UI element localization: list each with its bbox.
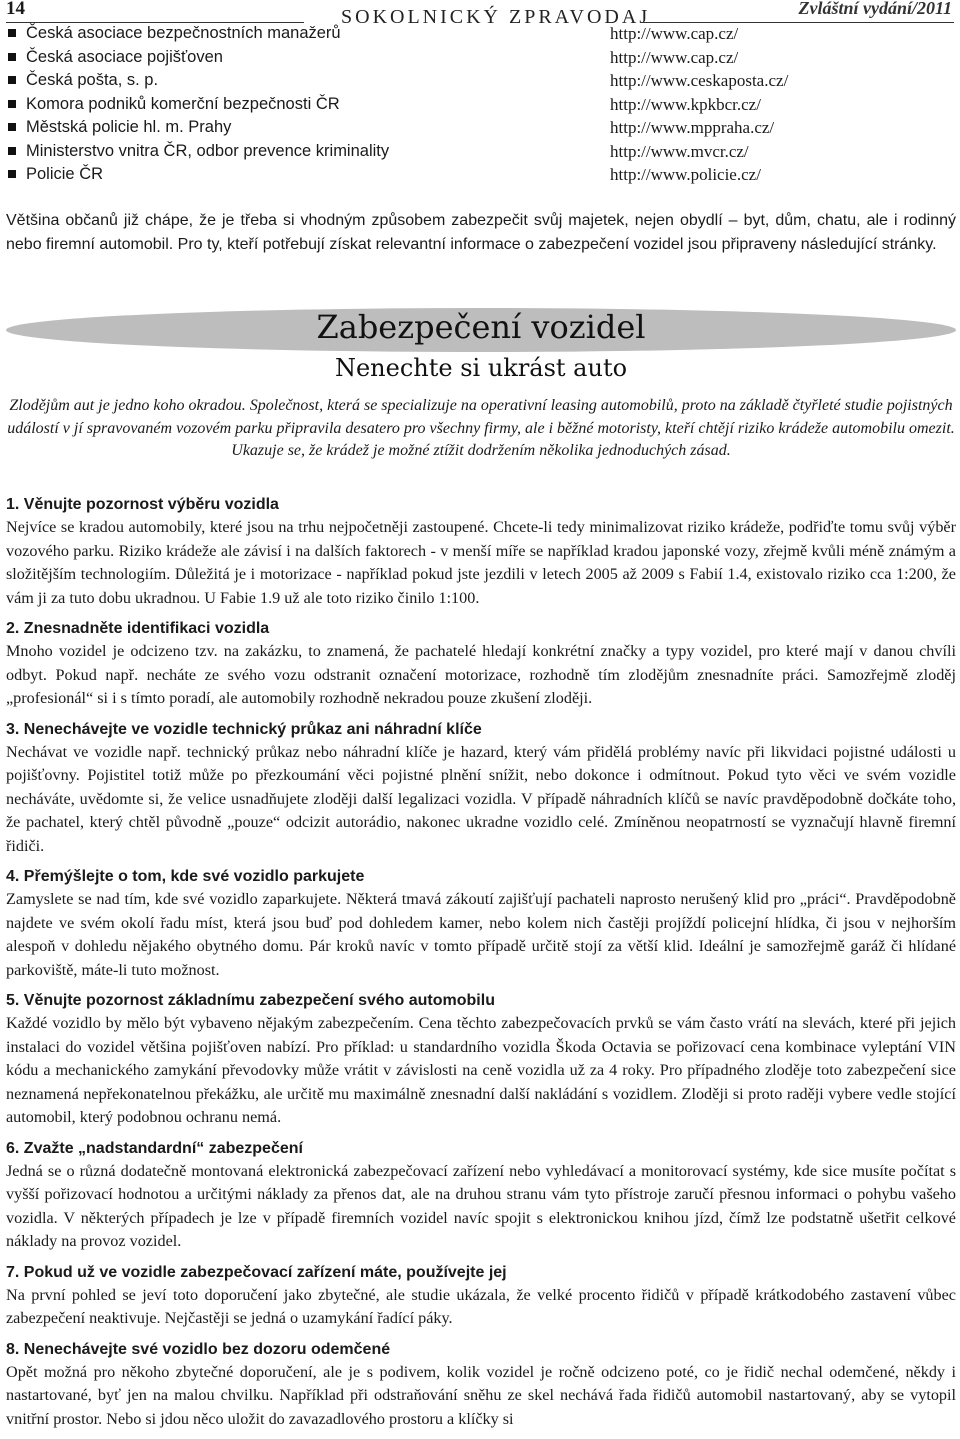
contact-name: Česká pošta, s. p. [26,71,159,89]
section-3 [6,719,956,859]
contact-url[interactable]: http://www.cap.cz/ [610,47,739,67]
contact-url[interactable]: http://www.mppraha.cz/ [610,118,775,137]
contact-url[interactable]: http://www.mvcr.cz/ [610,141,749,161]
square-bullet-icon [8,29,16,37]
section-4 [6,866,956,982]
contact-url[interactable]: http://www.kpkbcr.cz/ [610,94,761,114]
section-text: Mnoho vozidel je odcizeno tzv. na zakázku, to znamená, že pachatelé hledají konkrétní značky a typy vozidel, pro které mají v danou chvíli odbyt. Pokud např. necháte ze svého vozu odstranit označení motorizace, rozhodně tím zlodějům znesnadníte práci. Samozřejmě zloděj „profesionál“ si i s tímto poradí, ale automobily rozhodně nekradou pouze zkušení zloději. [6,642,956,707]
section-5 [6,990,956,1130]
article-title: Zabezpečení vozidel [316,308,646,346]
section-heading: 8. Nenechávejte své vozidlo bez dozoru odemčené [6,1340,391,1358]
intro-paragraph: Většina občanů již chápe, že je třeba si vhodným způsobem zabezpečit svůj majetek, nejen obydlí – byt, dům, chatu, ale i rodinný nebo firemní automobil. Pro ty, kteří potřebují získat relevantní informace o zabezpečení vozidel jsou připraveny následující stránky. [6,212,956,253]
section-heading: 2. Znesnadněte identifikaci vozidla [6,620,270,637]
square-bullet-icon [8,100,16,108]
contact-item [6,93,956,117]
article-subtitle: Nenechte si ukrást auto [334,354,628,382]
section-6 [6,1138,956,1254]
article-banner [6,300,956,384]
section-text: Jedná se o různá dodatečně montovaná elektronická zabezpečovací zařízení nebo vyhledávací a monitorovací systémy, kde sice musíte počítat s vyšší pořizovací hodnotou a určitými náklady za přenos dat, ale na druhou stranu vám tyto přístroje zaručí přesnou informaci o pohybu vašeho vozidla. V některých případech je lze v případě firemních vozidel navíc spojit s elektronickou knihou jízd, čímž lze podstatně ušetřit celkové náklady na provoz vozidel. [6,1161,956,1250]
section-text: Opět možná pro někoho zbytečné doporučení, ale je s podivem, kolik vozidel je ročně odcizeno poté, co je řidič nechal odemčené, někdy i nastartované, byť jen na malou chvilku. Například při odstraňování sněhu ze skel nechává řada řidičů automobil nastartovaný, aby se vytopil vnitřní prostor. Nebo si jdou něco uložit do zavazadlového prostoru a klíčky si [6,1362,956,1428]
section-text: Nejvíce se kradou automobily, které jsou na trhu nejpočetněji zastoupené. Chcete-li tedy minimalizovat riziko krádeže, podřiďte tomu svůj výběr vozového parku. Riziko krádeže ale závisí i na dalších faktorech - v menší míře se například kradou japonské vozy, zřejmě kvůli méně známým a složitějším technologiím. Důležitá je i motorizace - například pokud jste jezdili v letech 2005 až 2009 s Fabií 1.4, existovalo riziko cca 1:200, že vám ji za tuto dobu ukradnou. U Fabie 1.9 už ale toto riziko činilo 1:100. [6,518,956,607]
square-bullet-icon [8,123,16,131]
section-heading: 1. Věnujte pozornost výběru vozidla [6,496,279,513]
publication-title: SOKOLNICKÝ ZPRAVODAJ [341,6,651,28]
article-lead: Zlodějům aut je jedno koho okradou. Společnost, která se specializuje na operativní leasing automobilů, proto na základě čtyřleté studie pojistných událostí v jí spravovaném vozovém parku připravila desatero pro všechny firmy, ale i běžné motoristy, kteří chtějí riziko krádeže automobilu omezit. Ukazuje se, že krádež je možné ztížit dodržením několika jednoduchých zásad. [7,397,955,459]
square-bullet-icon [8,147,16,155]
section-8 [6,1339,956,1432]
contact-name: Ministerstvo vnitra ČR, odbor prevence kriminality [26,141,390,160]
section-heading: 5. Věnujte pozornost základnímu zabezpečení svého automobilu [6,992,495,1009]
section-text: Na první pohled se jeví toto doporučení jako zbytečné, ale studie ukázala, že velké procento řidičů v případě krátkodobého zastavení vůbec zabezpečení neaktivuje. Nejčastěji se jedná o uzamykání řadící páky. [6,1285,956,1327]
contact-list [6,22,956,187]
section-heading: 4. Přemýšlejte o tom, kde své vozidlo parkujete [6,868,365,885]
contact-item [6,116,956,140]
section-text: Nechávat ve vozidle např. technický průkaz nebo náhradní klíče je hazard, který vám přidělá problémy navíc při likvidaci pojistné události u pojišťovny. Pojistitel totiž může po přezkoumání věci pojistné plnění snížit, nebo dokonce i odmítnout. Pokud tyto věci ve svém vozidle necháváte, uvědomte si, že velice usnadňujete zloději další legalizaci vozidla. V případě náhradních klíčů se navíc pravděpodobně dočkáte toho, že pachatel, který chtěl původně „pouze“ odcizit autorádio, nakonec ukradne vozidlo celé. Zmíněnou neopatrností se vyznačují hlavně firemní řidiči. [6,742,956,855]
contact-item [6,46,956,70]
issue-label: Zvláštní vydání/2011 [798,0,952,18]
contact-url[interactable]: http://www.cap.cz/ [610,24,739,43]
contact-url[interactable]: http://www.ceskaposta.cz/ [610,71,789,90]
contact-name: Policie ČR [26,165,104,183]
contact-item [6,69,956,93]
section-text: Zamyslete se nad tím, kde své vozidlo zaparkujete. Některá tmavá zákoutí zajišťují pachateli naprosto nerušený klid pro „práci“. Pravděpodobně najdete ve svém okolí řadu míst, která jsou buď pod dohledem kamer, nebo kolem nich častěji projíždí policejní hlídka, či jsou v nejhorším alespoň v dohledu nějakého obytného domu. Pár kroků navíc v tomto případě určitě stojí za větší klid. Ideální je samozřejmě garáž či hlídané parkoviště, máte-li tuto možnost. [6,890,956,979]
contact-item [6,140,956,164]
contact-name: Městská policie hl. m. Prahy [26,118,232,136]
contact-name: Česká asociace pojišťoven [26,47,223,66]
square-bullet-icon [8,170,16,178]
page-number: 14 [6,0,25,19]
square-bullet-icon [8,53,16,61]
contact-item [6,163,956,187]
section-text: Každé vozidlo by mělo být vybaveno nějakým zabezpečením. Cena těchto zabezpečovacích prvků se vám často vrátí na slevách, které při jejich instalaci do vozidel většina pojišťoven nabízí. Pro příklad: u standardního vozidla Škoda Octavia se pořizovací cena kombinace vyleptání VIN kódu a mechanického zamykání převodovky může vrátit v závislosti na ceně vozidla už za 4 roky. Pro případného zloděje toto zabezpečení sice neznamená nepřekonatelnou překážku, ale určitě mu maximálně znesnadní další nakládání s vozidlem. Zloději si proto raději vybere vedle stojící automobil, který podobnou ochranu nemá. [6,1014,956,1126]
section-heading: 6. Zvažte „nadstandardní“ zabezpečení [6,1139,303,1157]
section-1 [6,494,956,610]
article-body [6,494,956,1439]
section-2 [6,618,956,711]
square-bullet-icon [8,76,16,84]
section-heading: 7. Pokud už ve vozidle zabezpečovací zařízení máte, používejte jej [6,1263,507,1281]
contact-name: Česká asociace bezpečnostních manažerů [26,24,341,42]
contact-item [6,22,956,46]
contact-name: Komora podniků komerční bezpečnosti ČR [26,94,340,113]
section-heading: 3. Nenechávejte ve vozidle technický průkaz ani náhradní klíče [6,720,482,738]
section-7 [6,1262,956,1331]
contact-url[interactable]: http://www.policie.cz/ [610,165,761,184]
